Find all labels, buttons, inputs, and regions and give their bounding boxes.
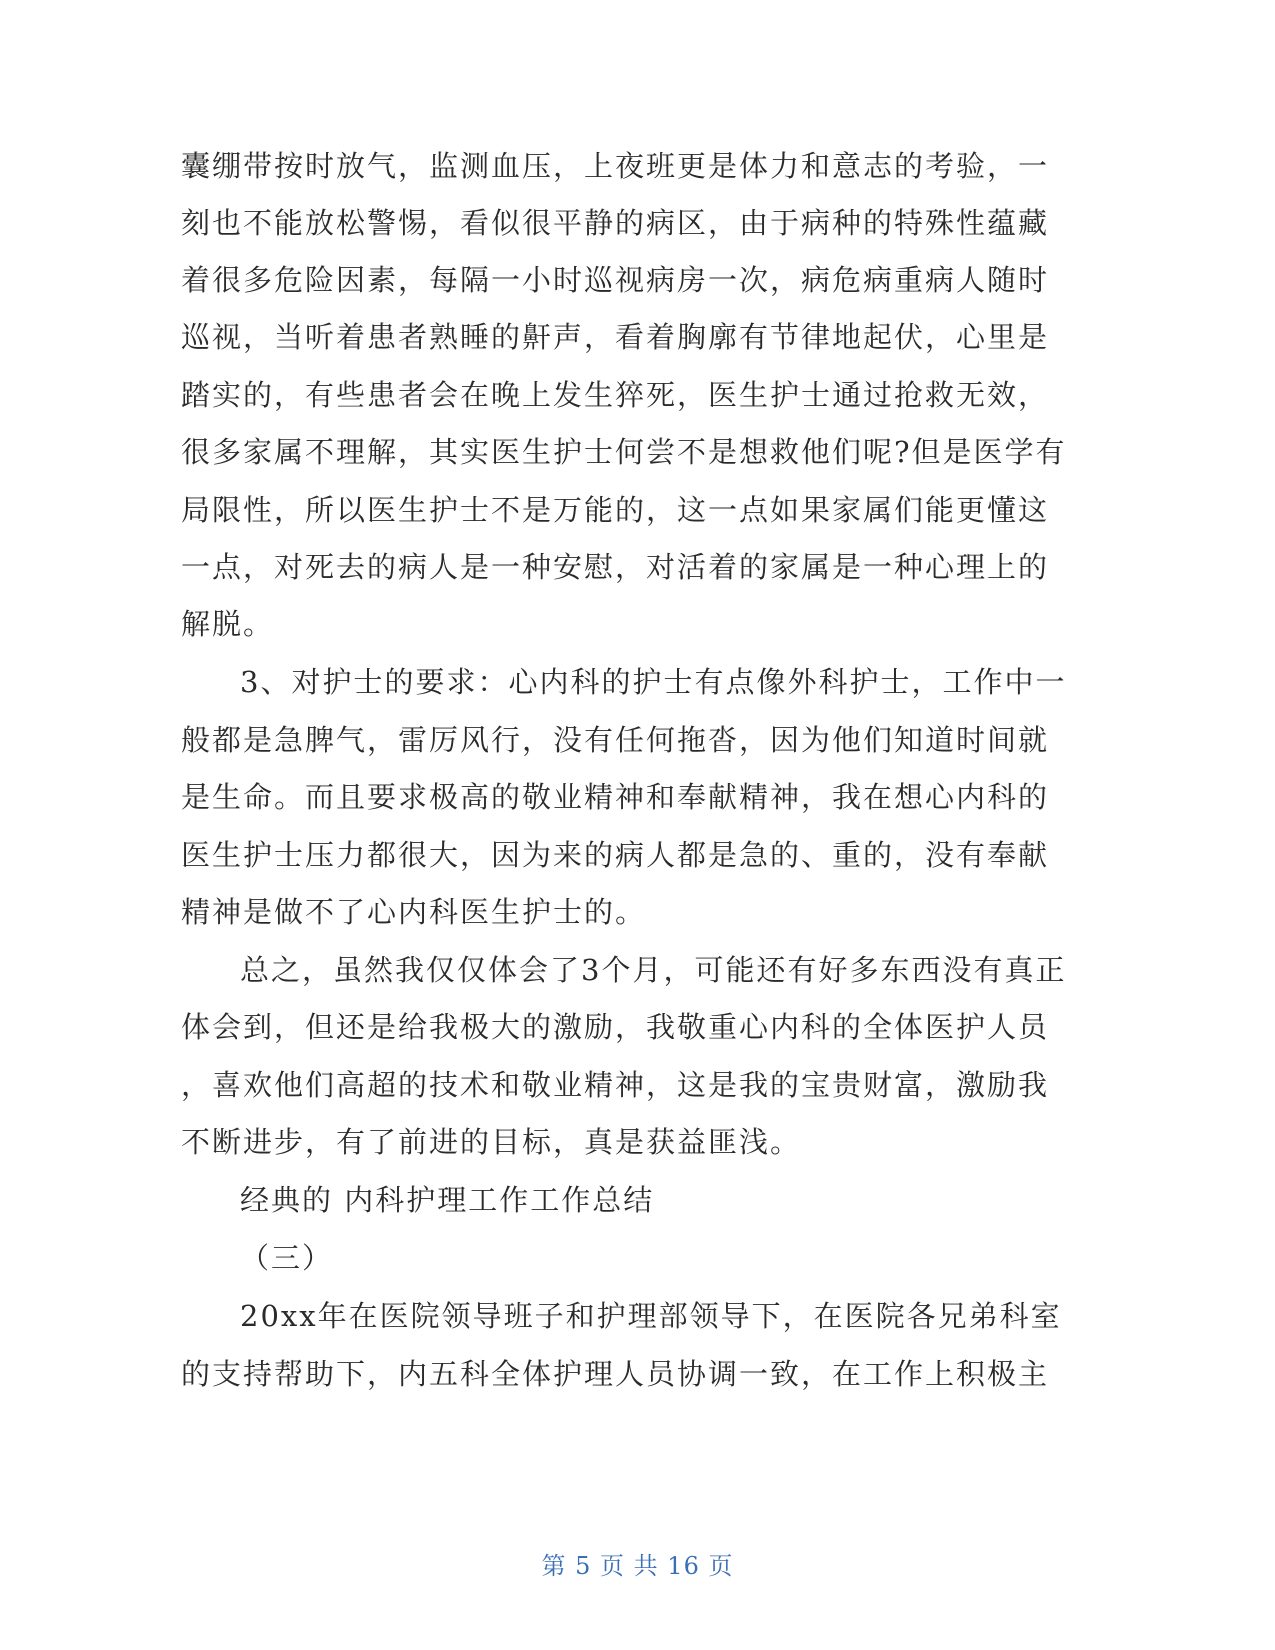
text-line: 一点，对死去的病人是一种安慰，对活着的家属是一种心理上的 [181, 550, 1050, 584]
section-heading: 经典的 内科护理工作工作总结 [240, 1183, 655, 1217]
section-number: （三） [240, 1241, 334, 1275]
text-line: 着很多危险因素，每隔一小时巡视病房一次，病危病重病人随时 [181, 263, 1050, 297]
text-line: 是生命。而且要求极高的敬业精神和奉献精神，我在想心内科的 [181, 780, 1050, 814]
text-line: 20xx年在医院领导班子和护理部领导下，在医院各兄弟科室 [240, 1299, 1062, 1333]
text-line: 刻也不能放松警惕，看似很平静的病区，由于病种的特殊性蕴藏 [181, 206, 1050, 240]
text-line: 踏实的，有些患者会在晚上发生猝死，医生护士通过抢救无效， [181, 378, 1050, 412]
page-number-footer: 第 5 页 共 16 页 [541, 1552, 734, 1580]
text-line: 总之，虽然我仅仅体会了3个月，可能还有好多东西没有真正 [240, 953, 1067, 987]
text-line: 解脱。 [181, 607, 275, 641]
text-line: 3、对护士的要求：心内科的护士有点像外科护士，工作中一 [240, 665, 1067, 699]
text-line: 巡视，当听着患者熟睡的鼾声，看着胸廓有节律地起伏，心里是 [181, 320, 1050, 354]
text-line: 的支持帮助下，内五科全体护理人员协调一致，在工作上积极主 [181, 1357, 1050, 1391]
text-line: 体会到，但还是给我极大的激励，我敬重心内科的全体医护人员 [181, 1010, 1050, 1044]
text-line: 般都是急脾气，雷厉风行，没有任何拖沓，因为他们知道时间就 [181, 723, 1050, 757]
text-line: 局限性，所以医生护士不是万能的，这一点如果家属们能更懂这 [181, 493, 1050, 527]
text-line: 精神是做不了心内科医生护士的。 [181, 895, 647, 929]
text-line: 很多家属不理解，其实医生护士何尝不是想救他们呢?但是医学有 [181, 435, 1067, 469]
text-line: 囊绷带按时放气，监测血压，上夜班更是体力和意志的考验，一 [181, 149, 1050, 183]
text-line: 医生护士压力都很大，因为来的病人都是急的、重的，没有奉献 [181, 838, 1050, 872]
text-line: 不断进步，有了前进的目标，真是获益匪浅。 [181, 1125, 802, 1159]
text-line: ，喜欢他们高超的技术和敬业精神，这是我的宝贵财富，激励我 [181, 1068, 1050, 1102]
